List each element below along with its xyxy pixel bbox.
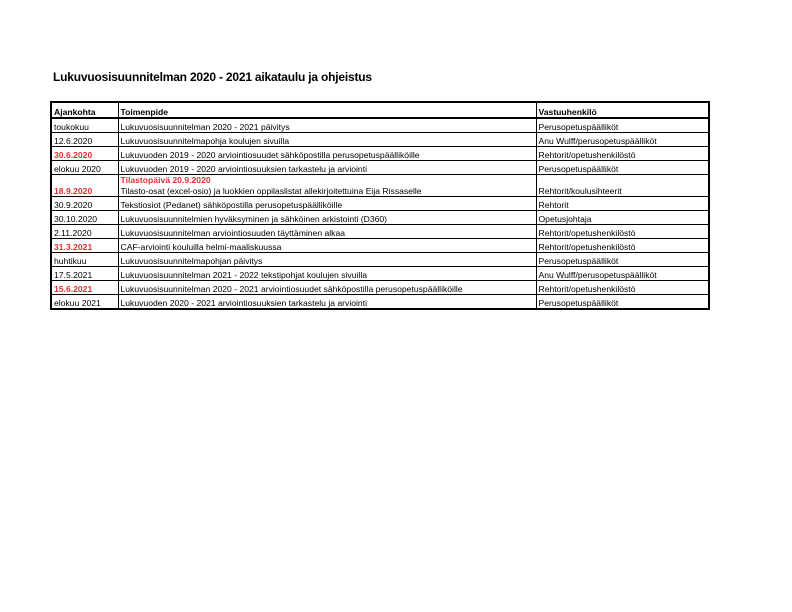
row-responsible: Rehtorit/opetushenkilöstö [536, 147, 709, 161]
row-date-deadline: 31.3.2021 [51, 239, 118, 253]
row-responsible: Rehtorit [536, 197, 709, 211]
row-date-deadline: 15.6.2021 [51, 281, 118, 295]
row-task: Lukuvuosisuunnitelman 2020 - 2021 arviointiosuudet sähköpostilla perusopetuspäälliköille [118, 281, 536, 295]
document-title: Lukuvuosisuunnitelman 2020 - 2021 aikataulu ja ohjeistus [53, 70, 372, 84]
row-date: elokuu 2021 [51, 295, 118, 310]
statistics-day-note: Tilastopäivä 20.9.2020 [120, 175, 211, 185]
row-responsible: Rehtorit/opetushenkilöstö [536, 281, 709, 295]
row-task: Lukuvuosisuunnitelmapohjan päivitys [118, 253, 536, 267]
row-task: Tekstiosiot (Pedanet) sähköpostilla perusopetuspäälliköille [118, 197, 536, 211]
row-date: 30.10.2020 [51, 211, 118, 225]
table-row [51, 211, 709, 225]
row-date-deadline: 30.6.2020 [51, 147, 118, 161]
table-row [51, 175, 709, 197]
row-task: Lukuvuosisuunnitelman 2021 - 2022 tekstipohjat koulujen sivuilla [118, 267, 536, 281]
row-responsible: Rehtorit/koulusihteerit [536, 175, 709, 197]
table-row [51, 281, 709, 295]
column-header-task: Toimenpide [118, 102, 536, 118]
row-date-deadline: 18.9.2020 [51, 175, 118, 197]
table-row [51, 239, 709, 253]
row-task: Lukuvuosisuunnitelmapohja koulujen sivuilla [118, 133, 536, 147]
schedule-table [50, 101, 710, 310]
row-responsible: Rehtorit/opetushenkilöstö [536, 225, 709, 239]
table-row [51, 161, 709, 175]
row-task: CAF-arviointi kouluilla helmi-maaliskuussa [118, 239, 536, 253]
row-task: Lukuvuoden 2020 - 2021 arviointiosuuksien tarkastelu ja arviointi [118, 295, 536, 310]
row-date: huhtikuu [51, 253, 118, 267]
table-row [51, 225, 709, 239]
row-task: Lukuvuosisuunnitelman 2020 - 2021 päivitys [118, 118, 536, 133]
row-responsible: Rehtorit/opetushenkilöstö [536, 239, 709, 253]
table-row [51, 197, 709, 211]
table-row [51, 267, 709, 281]
row-task: Lukuvuoden 2019 - 2020 arviointiosuuksien tarkastelu ja arviointi [118, 161, 536, 175]
row-task: Lukuvuosisuunnitelmien hyväksyminen ja sähköinen arkistointi (D360) [118, 211, 536, 225]
row-responsible: Anu Wulff/perusopetuspäälliköt [536, 133, 709, 147]
row-task: Lukuvuosisuunnitelman arviointiosuuden täyttäminen alkaa [118, 225, 536, 239]
row-date: 12.6.2020 [51, 133, 118, 147]
row-date: 17.5.2021 [51, 267, 118, 281]
row-task: Tilasto-osat (excel-osio) ja luokkien oppilaslistat allekirjoitettuina Eija Rissaselle [120, 186, 422, 196]
row-responsible: Opetusjohtaja [536, 211, 709, 225]
row-task-with-note [118, 175, 536, 197]
row-responsible: Perusopetuspäälliköt [536, 161, 709, 175]
table-row [51, 253, 709, 267]
row-responsible: Perusopetuspäälliköt [536, 118, 709, 133]
table-row [51, 133, 709, 147]
table-row [51, 147, 709, 161]
table-row [51, 295, 709, 310]
row-task: Lukuvuoden 2019 - 2020 arviointiosuudet sähköpostilla perusopetuspäälliköille [118, 147, 536, 161]
row-responsible: Anu Wulff/perusopetuspäälliköt [536, 267, 709, 281]
column-header-responsible: Vastuuhenkilö [536, 102, 709, 118]
row-responsible: Perusopetuspäälliköt [536, 295, 709, 310]
row-date: 30.9.2020 [51, 197, 118, 211]
table-row [51, 118, 709, 133]
row-date: toukokuu [51, 118, 118, 133]
row-date: elokuu 2020 [51, 161, 118, 175]
row-date: 2.11.2020 [51, 225, 118, 239]
table-header-row [51, 102, 709, 118]
row-responsible: Perusopetuspäälliköt [536, 253, 709, 267]
column-header-date: Ajankohta [51, 102, 118, 118]
